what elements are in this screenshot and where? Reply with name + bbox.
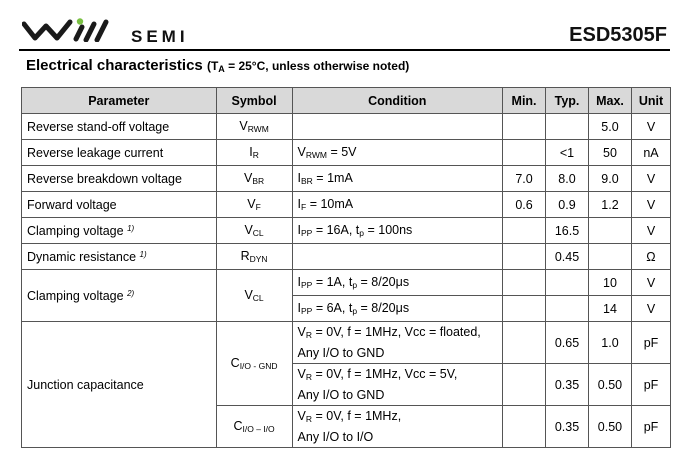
min-cell — [503, 244, 546, 270]
typ-cell: <1 — [546, 140, 589, 166]
column-header: Parameter — [22, 88, 217, 114]
min-cell — [503, 406, 546, 448]
column-header: Typ. — [546, 88, 589, 114]
table-row — [22, 192, 671, 218]
min-cell — [503, 270, 546, 296]
typ-cell — [546, 114, 589, 140]
condition-cell: $V_R = 0V$, f = 1MHz, Any I/O to I/O — [292, 406, 503, 448]
symbol-cell: $V_{BR}$ — [216, 166, 292, 192]
table-row — [22, 244, 671, 270]
condition-cell: $I_{PP} = 6A$, $t_p = 8/20\mu s$ — [292, 296, 503, 322]
will-semi-logo-icon — [22, 18, 126, 42]
typ-cell: 0.9 — [546, 192, 589, 218]
condition-cell: $I_F = 10mA$ — [292, 192, 503, 218]
table-row — [22, 218, 671, 244]
unit-cell: V — [631, 166, 670, 192]
typ-cell: 8.0 — [546, 166, 589, 192]
parameter-cell: Clamping voltage $^{1)}$ — [22, 218, 217, 244]
unit-cell: pF — [631, 322, 670, 364]
min-cell — [503, 364, 546, 406]
max-cell — [588, 218, 631, 244]
min-cell — [503, 296, 546, 322]
brand-name: SEMI — [131, 27, 189, 46]
max-cell — [588, 244, 631, 270]
condition-cell: $I_{PP} = 16A$, $t_p = 100ns$ — [292, 218, 503, 244]
symbol-cell: $V_{RWM}$ — [216, 114, 292, 140]
max-cell: 1.2 — [588, 192, 631, 218]
typ-cell: 16.5 — [546, 218, 589, 244]
table-header-row — [22, 88, 671, 114]
condition-cell — [292, 244, 503, 270]
parameter-cell: Forward voltage — [22, 192, 217, 218]
page-header — [0, 0, 689, 50]
unit-cell: V — [631, 270, 670, 296]
column-header: Condition — [292, 88, 503, 114]
max-cell: 5.0 — [588, 114, 631, 140]
parameter-cell: Clamping voltage $^{2)}$ — [22, 270, 217, 322]
column-header: Max. — [588, 88, 631, 114]
parameter-cell: Dynamic resistance $^{1)}$ — [22, 244, 217, 270]
max-cell: 10 — [588, 270, 631, 296]
column-header: Symbol — [216, 88, 292, 114]
table-row — [22, 270, 671, 296]
symbol-cell: $I_R$ — [216, 140, 292, 166]
column-header: Unit — [631, 88, 670, 114]
unit-cell: Ω — [631, 244, 670, 270]
typ-cell: 0.35 — [546, 406, 589, 448]
min-cell — [503, 114, 546, 140]
part-number: ESD5305F — [569, 24, 667, 46]
unit-cell: pF — [631, 364, 670, 406]
footnote-marker: 2) — [127, 288, 135, 298]
min-cell: 0.6 — [503, 192, 546, 218]
condition-cell: $V_{RWM} = 5V$ — [292, 140, 503, 166]
max-cell: 50 — [588, 140, 631, 166]
unit-cell: V — [631, 296, 670, 322]
min-cell: 7.0 — [503, 166, 546, 192]
table-row — [22, 140, 671, 166]
max-cell: 9.0 — [588, 166, 631, 192]
typ-cell — [546, 270, 589, 296]
parameter-cell: Reverse stand-off voltage — [22, 114, 217, 140]
symbol-cell: $V_{CL}$ — [216, 270, 292, 322]
typ-cell: 0.35 — [546, 364, 589, 406]
condition-cell: $I_{PP} = 1A$, $t_p = 8/20\mu s$ — [292, 270, 503, 296]
footnote-marker: 1) — [127, 223, 135, 233]
section-conditions: ($T_A = 25^\circ C$, unless otherwise noted) — [206, 59, 410, 74]
header-divider — [19, 49, 670, 51]
min-cell — [503, 322, 546, 364]
parameter-cell: Junction capacitance — [22, 322, 217, 448]
typ-cell: 0.65 — [546, 322, 589, 364]
condition-cell: $V_R = 0V$, f = 1MHz, Vcc = floated, Any I/O to GND — [292, 322, 503, 364]
unit-cell: nA — [631, 140, 670, 166]
unit-cell: V — [631, 114, 670, 140]
electrical-characteristics-table — [21, 87, 671, 448]
max-cell: 1.0 — [588, 322, 631, 364]
section-title — [26, 57, 409, 74]
min-cell — [503, 140, 546, 166]
symbol-cell: $C_{I/O - GND}$ — [216, 322, 292, 406]
condition-cell: $V_R = 0V$, f = 1MHz, Vcc = 5V, Any I/O to GND — [292, 364, 503, 406]
table-row — [22, 166, 671, 192]
footnote-marker: 1) — [139, 249, 147, 259]
unit-cell: V — [631, 218, 670, 244]
unit-cell: V — [631, 192, 670, 218]
typ-cell — [546, 296, 589, 322]
parameter-cell: Reverse leakage current — [22, 140, 217, 166]
symbol-cell: $R_{DYN}$ — [216, 244, 292, 270]
typ-cell: 0.45 — [546, 244, 589, 270]
condition-cell — [292, 114, 503, 140]
table-row — [22, 322, 671, 364]
max-cell: 0.50 — [588, 406, 631, 448]
symbol-cell: $C_{I/O - I/O}$ — [216, 406, 292, 448]
symbol-cell: $V_F$ — [216, 192, 292, 218]
symbol-cell: $V_{CL}$ — [216, 218, 292, 244]
max-cell: 14 — [588, 296, 631, 322]
section-title-text: Electrical characteristics — [26, 57, 203, 74]
max-cell: 0.50 — [588, 364, 631, 406]
unit-cell: pF — [631, 406, 670, 448]
column-header: Min. — [503, 88, 546, 114]
parameter-cell: Reverse breakdown voltage — [22, 166, 217, 192]
min-cell — [503, 218, 546, 244]
condition-cell: $I_{BR} = 1mA$ — [292, 166, 503, 192]
table-row — [22, 114, 671, 140]
